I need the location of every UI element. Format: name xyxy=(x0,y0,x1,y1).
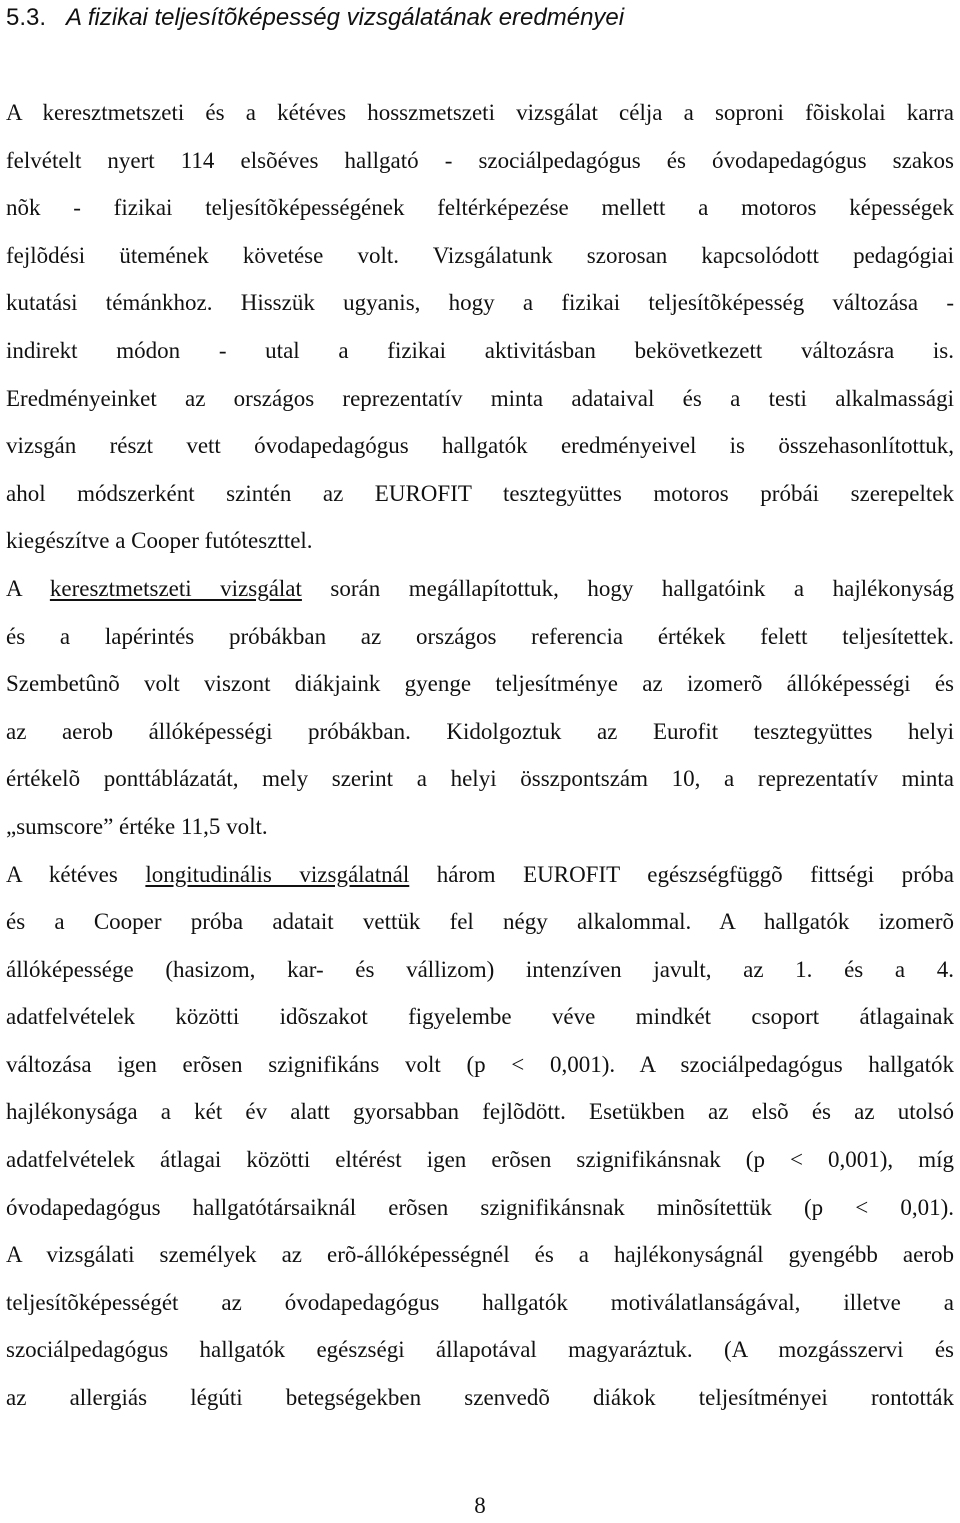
text-line: az aerob állóképességi próbákban. Kidolgoztuk az Eurofit tesztegyüttes helyi xyxy=(6,718,954,744)
page-number: 8 xyxy=(474,1493,486,1518)
text-segment: során megállapítottuk, hogy hallgatóink a hajlékonyság xyxy=(301,575,955,601)
text-line: változása igen erõsen szignifikáns volt (p < 0,001). A szociálpedagógus hallgatók xyxy=(6,1051,954,1077)
text-line: fejlõdési ütemének követése volt. Vizsgálatunk szorosan kapcsolódott pedagógiai xyxy=(6,242,954,268)
text-line: és a Cooper próba adatait vettük fel négy alkalommal. A hallgatók izomerõ xyxy=(6,909,954,935)
text-line xyxy=(6,565,954,613)
text-segment: A kétéves xyxy=(6,861,146,887)
text-line: és a lapérintés próbákban az országos referencia értékek felett teljesítettek. xyxy=(6,623,954,649)
text-line: szociálpedagógus hallgatók egészségi állapotával magyaráztuk. (A mozgásszervi és xyxy=(6,1337,954,1363)
section-title: A fizikai teljesítõképesség vizsgálatának eredményei xyxy=(66,4,625,31)
text-line: vizsgán részt vett óvodapedagógus hallgatók eredményeivel is összehasonlítottuk, xyxy=(6,433,954,459)
text-line: teljesítõképességét az óvodapedagógus hallgatók motiválatlanságával, illetve a xyxy=(6,1289,954,1315)
text-line xyxy=(6,851,954,899)
text-line: A vizsgálati személyek az erõ-állóképességnél és a hajlékonyságnál gyengébb aerob xyxy=(6,1242,954,1268)
text-line: A keresztmetszeti és a kétéves hosszmetszeti vizsgálat célja a soproni fõiskolai karra xyxy=(6,100,954,125)
text-line: nõk - fizikai teljesítõképességének feltérképezése mellett a motoros képességek xyxy=(6,195,954,221)
underlined-term: keresztmetszeti vizsgálat xyxy=(49,575,302,601)
text-line: Eredményeinket az országos reprezentatív minta adataival és a testi alkalmassági xyxy=(6,385,954,411)
text-line: óvodapedagógus hallgatótársaiknál erõsen szignifikánsnak minõsítettük (p < 0,01). xyxy=(6,1194,954,1220)
underlined-term: longitudinális vizsgálatnál xyxy=(145,861,410,887)
text-line: indirekt módon - utal a fizikai aktivitásban bekövetkezett változásra is. xyxy=(6,337,954,363)
section-heading xyxy=(6,2,624,34)
text-line: ahol módszerként szintén az EUROFIT tesztegyüttes motoros próbái szerepeltek xyxy=(6,480,954,506)
text-line: értékelõ ponttáblázatát, mely szerint a helyi összpontszám 10, a reprezentatív minta xyxy=(6,766,954,792)
text-line: felvételt nyert 114 elsõéves hallgató - szociálpedagógus és óvodapedagógus szakos xyxy=(6,147,954,173)
text-segment: három EUROFIT egészségfüggõ fittségi próba xyxy=(409,861,954,887)
text-line: hajlékonysága a két év alatt gyorsabban fejlõdött. Esetükben az elsõ és az utolsó xyxy=(6,1099,954,1125)
text-line: állóképessége (hasizom, kar- és vállizom) intenzíven javult, az 1. és a 4. xyxy=(6,956,954,982)
body-text xyxy=(6,89,954,1422)
text-line: adatfelvételek átlagai közötti eltérést igen erõsen szignifikánsnak (p < 0,001), míg xyxy=(6,1147,954,1173)
text-line: kutatási témánkhoz. Hisszük ugyanis, hogy a fizikai teljesítõképesség változása - xyxy=(6,290,954,316)
text-line: Szembetûnõ volt viszont diákjaink gyenge teljesítménye az izomerõ állóképességi és xyxy=(6,671,954,697)
text-line: „sumscore” értéke 11,5 volt. xyxy=(6,813,268,839)
text-line: kiegészítve a Cooper futóteszttel. xyxy=(6,528,313,554)
section-number: 5.3. xyxy=(6,4,47,31)
text-line: az allergiás légúti betegségekben szenvedõ diákok teljesítményei rontották xyxy=(6,1385,954,1411)
text-segment: A xyxy=(6,575,50,601)
text-line: adatfelvételek közötti idõszakot figyelembe véve mindkét csoport átlagainak xyxy=(6,1004,954,1030)
